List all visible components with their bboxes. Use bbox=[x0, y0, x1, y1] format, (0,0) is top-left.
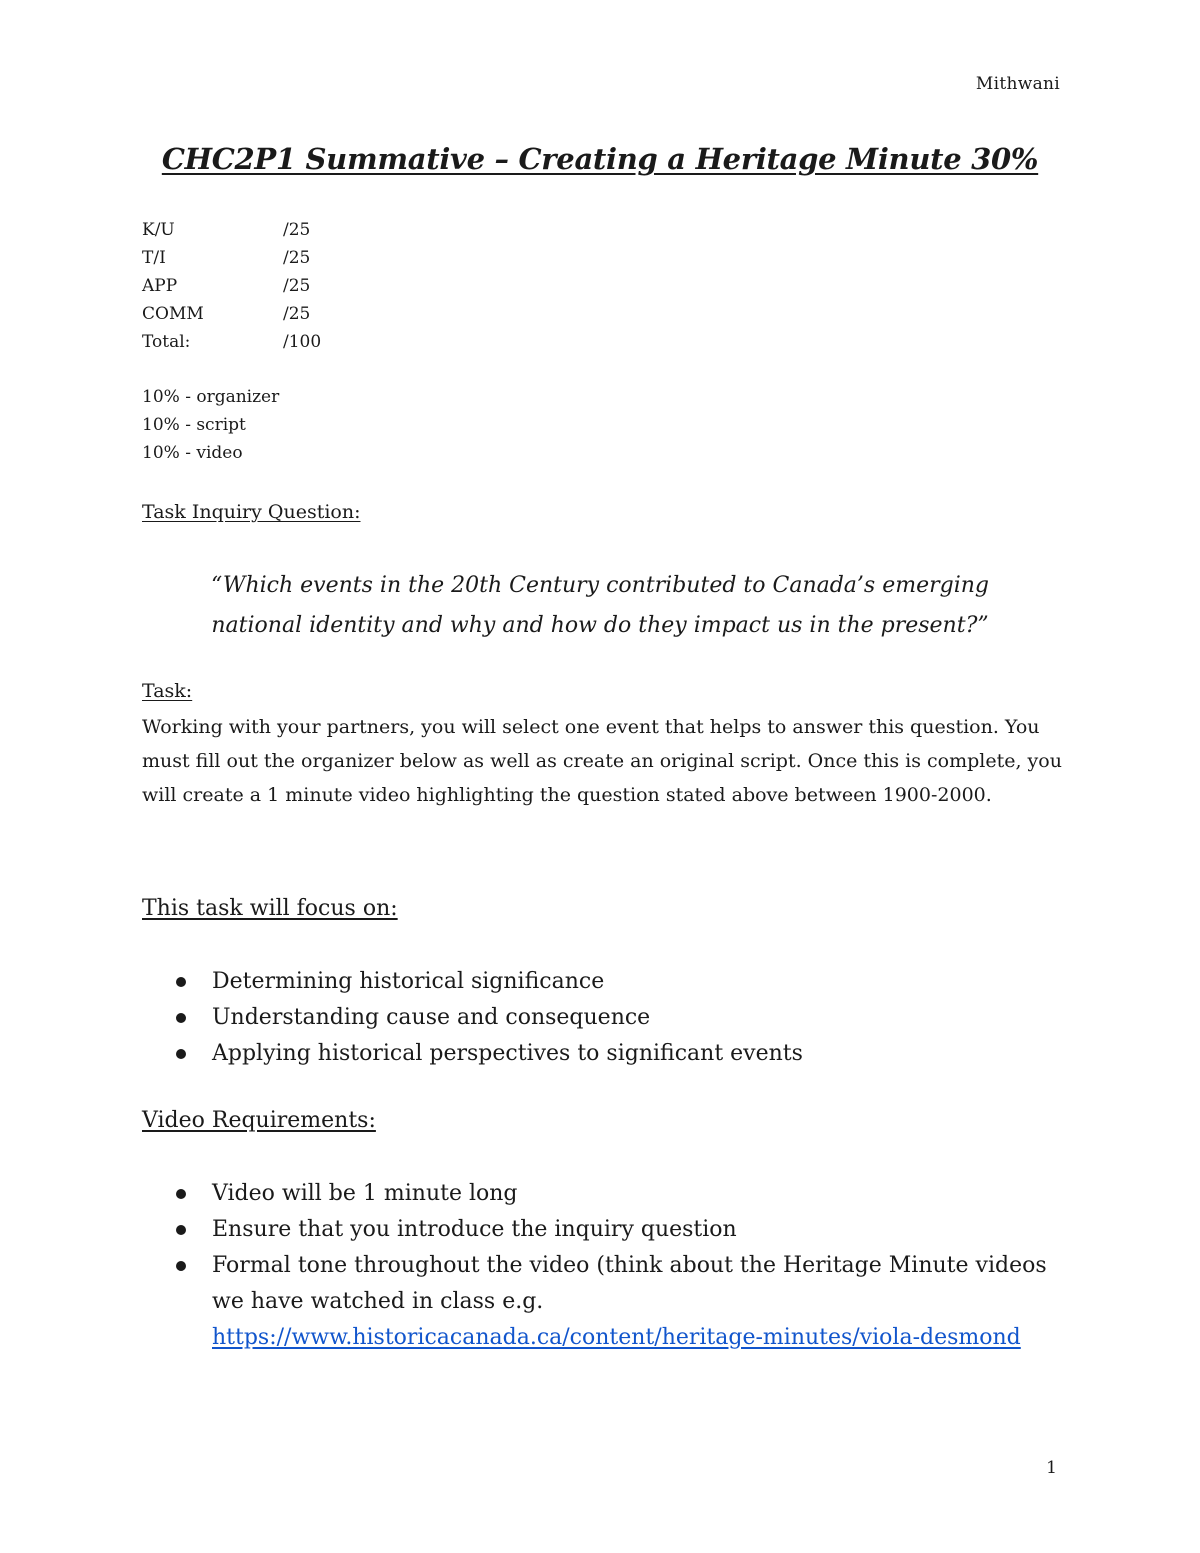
focus-list bbox=[176, 964, 1056, 1072]
list-item bbox=[176, 1036, 1056, 1072]
inquiry-question-line: “Which events in the 20th Century contributed to Canada’s emerging bbox=[210, 573, 989, 598]
task-description: Working with your partners, you will select one event that helps to answer this question. You must fill out the organizer below as well as create an original script. Once this is complete, you will create a 1 minute video highlighting the question stated above between 1900-2000. bbox=[142, 716, 1062, 806]
focus-item-text: Understanding cause and consequence bbox=[212, 1005, 651, 1030]
marks-score: /25 bbox=[283, 276, 311, 296]
list-item bbox=[176, 1176, 1056, 1212]
marks-score: /100 bbox=[283, 332, 322, 352]
marks-category: K/U bbox=[142, 220, 175, 240]
bullet-icon bbox=[176, 1225, 186, 1235]
marks-category: COMM bbox=[142, 304, 204, 324]
video-requirement-text: Ensure that you introduce the inquiry question bbox=[212, 1217, 737, 1242]
bullet-icon bbox=[176, 1261, 186, 1271]
marks-score: /25 bbox=[283, 220, 311, 240]
task-label: Task: bbox=[142, 680, 193, 702]
heritage-minute-link[interactable]: https://www.historicacanada.ca/content/heritage-minutes/viola-desmond bbox=[212, 1325, 1021, 1350]
marks-row bbox=[142, 216, 321, 244]
focus-section-label: This task will focus on: bbox=[142, 896, 398, 921]
marks-category: T/I bbox=[142, 248, 166, 268]
document-title: CHC2P1 Summative – Creating a Heritage Minute 30% bbox=[161, 142, 1039, 176]
inquiry-question-label: Task Inquiry Question: bbox=[142, 501, 361, 523]
header-author-name: Mithwani bbox=[975, 74, 1060, 94]
marks-row bbox=[142, 272, 321, 300]
weight-item: 10% - script bbox=[142, 415, 246, 435]
video-requirement-text: Formal tone throughout the video (think about the Heritage Minute videos we have watched in class e.g. bbox=[212, 1253, 1047, 1314]
marks-score: /25 bbox=[283, 248, 311, 268]
list-item bbox=[176, 1248, 1056, 1356]
video-requirements-list bbox=[176, 1176, 1056, 1356]
bullet-icon bbox=[176, 1189, 186, 1199]
marks-row bbox=[142, 300, 321, 328]
marks-category: Total: bbox=[142, 332, 191, 352]
bullet-icon bbox=[176, 1013, 186, 1023]
weight-item: 10% - video bbox=[142, 443, 243, 463]
video-requirements-label: Video Requirements: bbox=[142, 1108, 376, 1133]
list-item bbox=[176, 964, 1056, 1000]
weights-list bbox=[142, 383, 279, 467]
weight-item: 10% - organizer bbox=[142, 387, 280, 407]
inquiry-question-line: national identity and why and how do they impact us in the present?” bbox=[211, 613, 989, 638]
marks-row bbox=[142, 328, 321, 356]
focus-item-text: Determining historical significance bbox=[212, 969, 605, 994]
bullet-icon bbox=[176, 977, 186, 987]
page-number: 1 bbox=[1046, 1458, 1057, 1478]
marks-row bbox=[142, 244, 321, 272]
marks-category: APP bbox=[142, 276, 178, 296]
list-item bbox=[176, 1212, 1056, 1248]
inquiry-question bbox=[142, 566, 1058, 646]
bullet-icon bbox=[176, 1049, 186, 1059]
focus-item-text: Applying historical perspectives to significant events bbox=[212, 1041, 803, 1066]
marks-score: /25 bbox=[283, 304, 311, 324]
list-item bbox=[176, 1000, 1056, 1036]
marks-breakdown bbox=[142, 216, 321, 356]
video-requirement-text: Video will be 1 minute long bbox=[212, 1181, 518, 1206]
